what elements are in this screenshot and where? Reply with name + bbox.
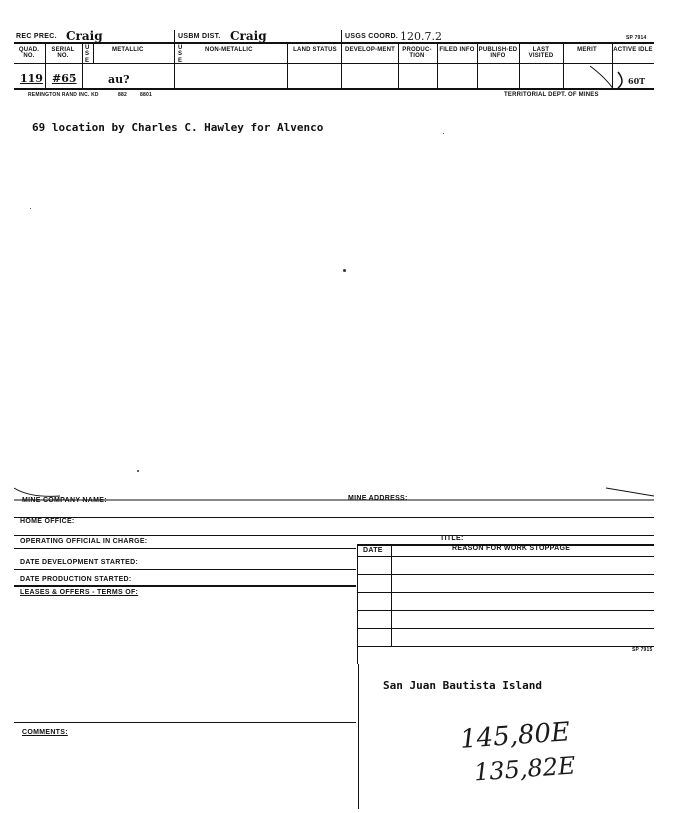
table-row-rule [357, 610, 654, 611]
col-development: DEVELOP-MENT [344, 47, 396, 53]
stoppage-date-header: DATE [363, 547, 383, 554]
lower-split [358, 664, 359, 809]
divider-usbm [174, 30, 175, 88]
rule [14, 569, 356, 570]
speck [443, 133, 444, 134]
col-sep [287, 44, 288, 88]
col-sep [93, 44, 94, 64]
date-development-label: DATE DEVELOPMENT STARTED: [20, 559, 139, 566]
speck [137, 470, 139, 472]
department-name: TERRITORIAL DEPT. OF MINES [504, 92, 599, 98]
table-row-rule [357, 646, 654, 647]
handwritten-coord-1: 145,80E [459, 717, 571, 755]
stoppage-reason-header: REASON FOR WORK STOPPAGE [452, 545, 571, 552]
leases-label: LEASES & OFFERS - TERMS OF: [20, 589, 139, 596]
rule [14, 517, 654, 518]
record-baseline [14, 88, 654, 90]
usbm-dist-label: USBM DIST. [178, 33, 221, 40]
col-production: PRODUC-TION [402, 47, 432, 60]
col-non-metallic: NON-METALLIC [205, 47, 253, 53]
printer-code-2: 8801 [140, 92, 152, 98]
location-note: 69 location by Charles C. Hawley for Alvenco [32, 121, 324, 134]
divider-usgs [341, 30, 342, 88]
col-last-visited: LAST VISITED [528, 47, 554, 60]
rule [14, 722, 356, 723]
comments-label: COMMENTS: [22, 729, 68, 736]
col-sep [82, 44, 83, 88]
table-row-rule [357, 556, 654, 557]
col-use-nonmetallic: U S E [178, 45, 183, 64]
col-use-metallic: U S E [85, 45, 90, 64]
bracket-mark [588, 64, 628, 92]
date-production-label: DATE PRODUCTION STARTED: [20, 576, 132, 583]
rec-prec-value: Craig [66, 29, 103, 43]
speck [343, 269, 346, 272]
mine-company-label: MINE COMPANY NAME: [22, 497, 107, 504]
record-quad: 119 [20, 72, 43, 85]
col-land-status: LAND STATUS [293, 47, 337, 53]
table-row-rule [357, 574, 654, 575]
operating-official-label: OPERATING OFFICIAL IN CHARGE: [20, 538, 148, 545]
col-active-idle: ACTIVE IDLE [613, 47, 653, 53]
usbm-dist-value: Craig [230, 29, 267, 43]
header-divider [14, 63, 654, 64]
location-text: San Juan Bautista Island [383, 679, 542, 692]
col-merit: MERIT [577, 47, 597, 53]
record-metallic: au? [108, 73, 130, 86]
col-published-info: PUBLISH-ED INFO [478, 47, 518, 60]
col-metallic: METALLIC [112, 47, 144, 53]
printer-name: REMINGTON RAND INC. KD [28, 92, 99, 98]
header-form-code: SP 7914 [626, 35, 647, 41]
table-col-sep [391, 544, 392, 646]
mine-address-label: MINE ADDRESS: [348, 495, 408, 502]
top-rule [14, 42, 654, 44]
printer-code-1: 882 [118, 92, 127, 98]
rule [14, 535, 654, 536]
table-row-rule [357, 592, 654, 593]
rec-prec-label: REC PREC. [16, 33, 57, 40]
handwritten-coord-2: 135,82E [473, 751, 577, 787]
usgs-coord-label: USGS COORD. [345, 33, 399, 40]
rule [14, 548, 356, 549]
col-filed-info: FILED INFO [439, 47, 475, 53]
usgs-coord-value: 120.7.2 [400, 30, 442, 43]
table-row-rule [357, 628, 654, 629]
title-label: TITLE: [440, 535, 464, 542]
col-serial-no: SERIAL NO. [51, 47, 75, 60]
record-active-idle: 60T [628, 76, 646, 86]
col-quad-no: QUAD. NO. [18, 47, 40, 60]
home-office-label: HOME OFFICE: [20, 518, 75, 525]
lower-form-code: SP 7915 [632, 647, 653, 653]
rule [14, 585, 356, 587]
speck [30, 208, 31, 209]
record-serial: #65 [52, 72, 77, 85]
